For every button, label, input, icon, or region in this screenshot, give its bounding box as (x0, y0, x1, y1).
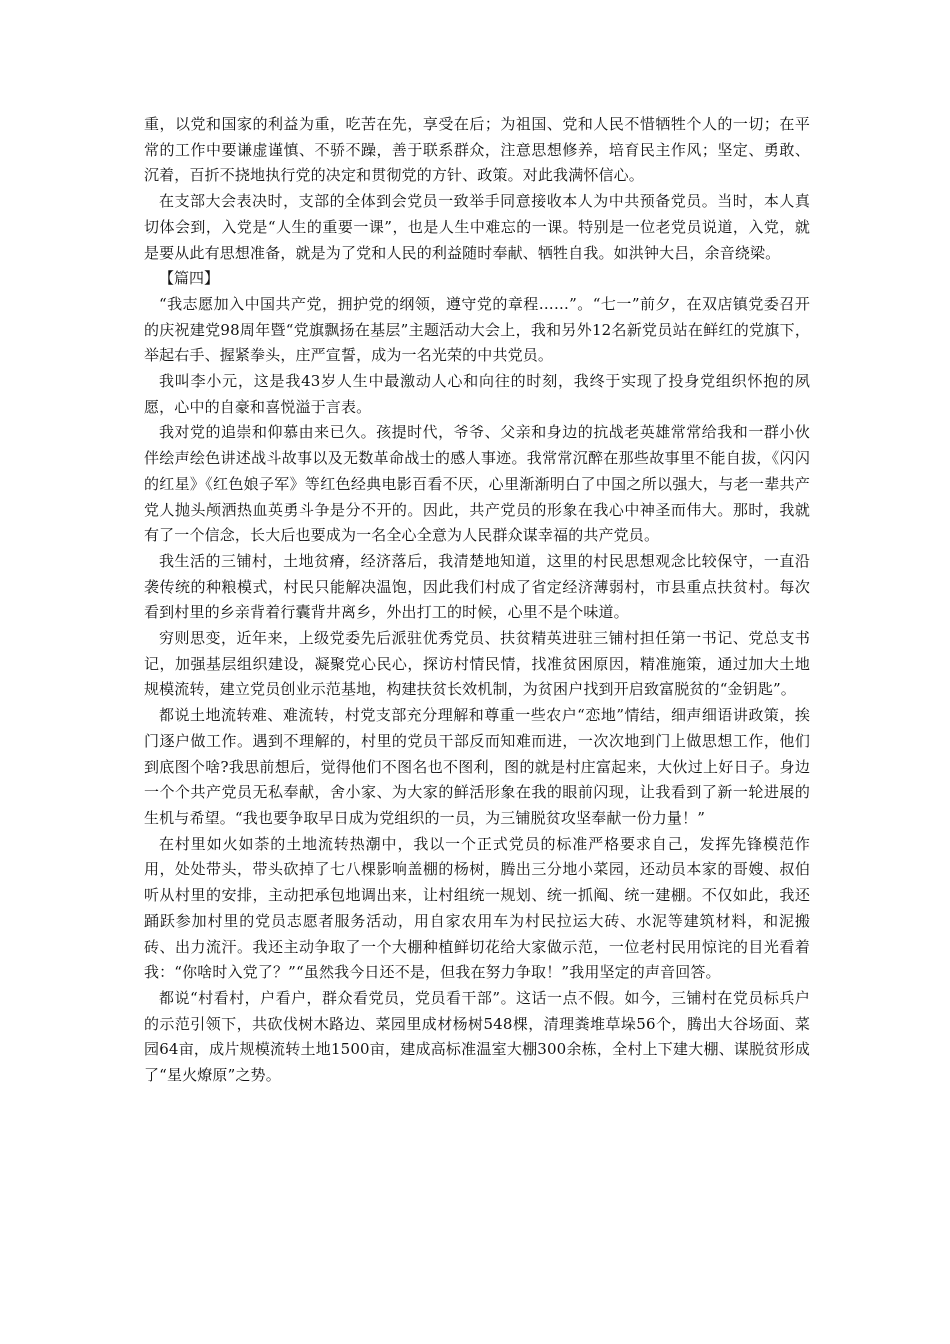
paragraph: 在支部大会表决时，支部的全体到会党员一致举手同意接收本人为中共预备党员。当时，本人真切体会到，入党是“人生的重要一课”，也是人生中难忘的一课。特别是一位老党员说道，入党，就是要从此有思想准备，就是为了党和人民的利益随时奉献、牺牲自我。如洪钟大吕，余音绕梁。 (144, 192, 810, 262)
paragraph: 在村里如火如荼的土地流转热潮中，我以一个正式党员的标准严格要求自己，发挥先锋模范作用，处处带头，带头砍掉了七八棵影响盖棚的杨树，腾出三分地小菜园，还动员本家的哥嫂、叔伯听从村里的安排，主动把承包地调出来，让村组统一规划、统一抓阄、统一建棚。不仅如此，我还踊跃参加村里的党员志愿者服务活动，用自家农用车为村民拉运大砖、水泥等建筑材料，和泥搬砖、出力流汗。我还主动争取了一个大棚种植鲜切花给大家做示范，一位老村民用惊诧的目光看着我：“你啥时入党了？”“虽然我今日还不是，但我在努力争取！”我用坚定的声音回答。 (144, 834, 810, 982)
paragraph: 都说“村看村，户看户，群众看党员，党员看干部”。这话一点不假。如今，三铺村在党员标兵户的示范引领下，共砍伐树木路边、菜园里成材杨树548棵，清理粪堆草垛56个，腾出大谷场面、菜园64亩，成片规模流转土地1500亩，建成高标准温室大棚300余栋，全村上下建大棚、谋脱贫形成了“星火燎原”之势。 (144, 988, 810, 1085)
paragraph: 都说土地流转难、难流转，村党支部充分理解和尊重一些农户“恋地”情结，细声细语讲政策，挨门逐户做工作。遇到不理解的，村里的党员干部反而知难而进，一次次地到门上做思想工作，他们到底图个啥?我思前想后，觉得他们不图名也不图利，图的就是村庄富起来，大伙过上好日子。身边一个个共产党员无私奉献，舍小家、为大家的鲜活形象在我的眼前闪现，让我看到了新一轮进展的生机与希望。“我也要争取早日成为党组织的一员，为三铺脱贫攻坚奉献一份力量！” (144, 706, 810, 827)
paragraph: 穷则思变，近年来，上级党委先后派驻优秀党员、扶贫精英进驻三铺村担任第一书记、党总支书记，加强基层组织建设，凝聚党心民心，探访村情民情，找准贫困原因，精准施策，通过加大土地规模流转，建立党员创业示范基地，构建扶贫长效机制，为贫困户找到开启致富脱贫的“金钥匙”。 (144, 629, 810, 699)
paragraph-continuation: 重，以党和国家的利益为重，吃苦在先，享受在后；为祖国、党和人民不惜牺牲个人的一切；在平常的工作中要谦虚谨慎、不骄不躁，善于联系群众，注意思想修养，培育民主作风；坚定、勇敢、沉着，百折不挠地执行党的决定和贯彻党的方针、政策。对此我满怀信心。 (144, 115, 810, 185)
document-page (144, 112, 810, 1089)
paragraph: 我对党的追崇和仰慕由来已久。孩提时代，爷爷、父亲和身边的抗战老英雄常常给我和一群小伙伴绘声绘色讲述战斗故事以及无数革命战士的感人事迹。我常常沉醉在那些故事里不能自拔，《闪闪的红星》《红色娘子军》等红色经典电影百看不厌，心里渐渐明白了中国之所以强大，与老一辈共产党人抛头颅洒热血英勇斗争是分不开的。因此，共产党员的形象在我心中神圣而伟大。那时，我就有了一个信念，长大后也要成为一名全心全意为人民群众谋幸福的共产党员。 (144, 423, 810, 545)
section-heading: 【篇四】 (159, 269, 220, 288)
paragraph: “我志愿加入中国共产党，拥护党的纲领，遵守党的章程……”。“七一”前夕，在双店镇党委召开的庆祝建党98周年暨“党旗飘扬在基层”主题活动大会上，我和另外12名新党员站在鲜红的党旗下，举起右手、握紧拳头，庄严宣誓，成为一名光荣的中共党员。 (144, 294, 810, 365)
paragraph: 我叫李小元，这是我43岁人生中最激动人心和向往的时刻，我终于实现了投身党组织怀抱的夙愿，心中的自豪和喜悦溢于言表。 (144, 372, 810, 416)
paragraph: 我生活的三铺村，土地贫瘠，经济落后，我清楚地知道，这里的村民思想观念比较保守，一直沿袭传统的种粮模式，村民只能解决温饱，因此我们村成了省定经济薄弱村，市县重点扶贫村。每次看到村里的乡亲背着行囊背井离乡，外出打工的时候，心里不是个味道。 (144, 551, 810, 622)
